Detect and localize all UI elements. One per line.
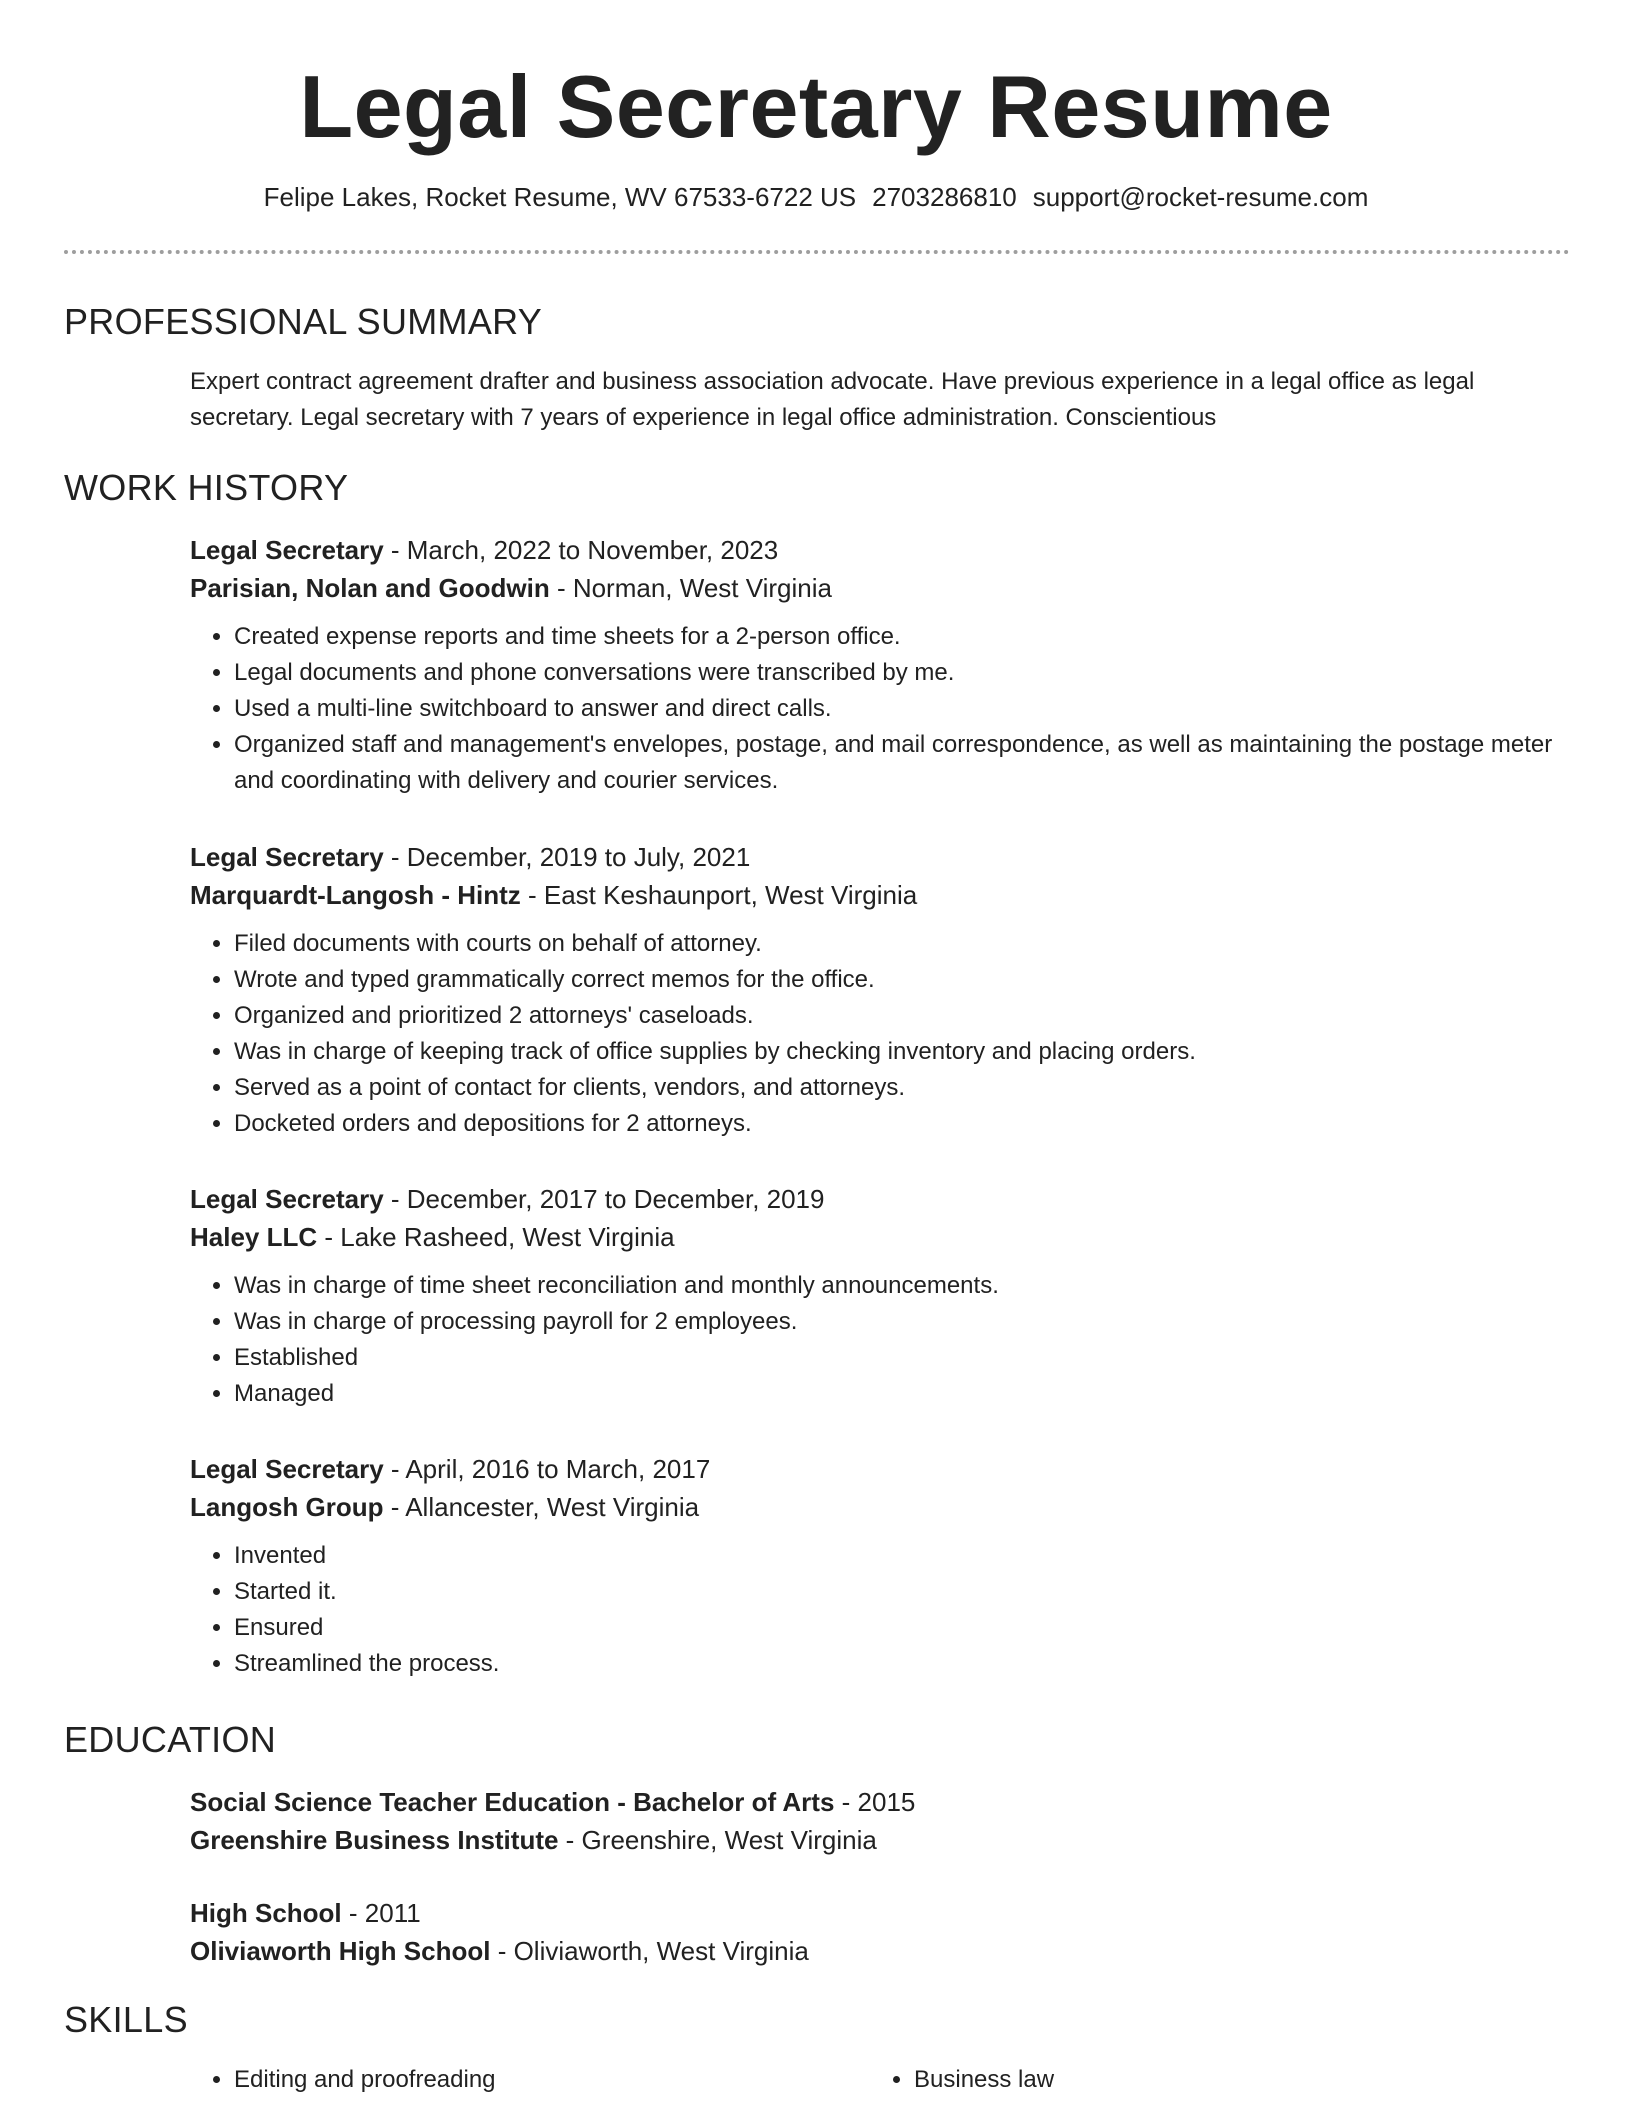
list-item: • Streamlined the process. [234, 1646, 1560, 1682]
list-item: • Created expense reports and time sheets for a 2-person office. [234, 619, 1560, 655]
skills-column-left [190, 2062, 496, 2098]
education-location: - Oliviaworth, West Virginia [490, 1936, 809, 1966]
job-company: Langosh Group [190, 1492, 384, 1522]
education-school: Oliviaworth High School [190, 1936, 491, 1966]
education-entry [190, 1894, 1560, 1970]
education-degree-line [190, 1783, 1560, 1821]
job-title-line [190, 531, 1560, 569]
list-item: • Was in charge of time sheet reconciliation and monthly announcements. [234, 1268, 1560, 1304]
job-company: Parisian, Nolan and Goodwin [190, 573, 550, 603]
list-item: • Established [234, 1340, 1560, 1376]
job-company-line [190, 569, 1560, 607]
list-item: • Invented [234, 1538, 1560, 1574]
job-bullets [190, 926, 1560, 1142]
list-item: • Organized staff and management's envelopes, postage, and mail correspondence, as well as maintaining the postage meter and coordinating with delivery and courier services. [234, 727, 1560, 799]
job-bullets [190, 1268, 1560, 1412]
job-title-line [190, 1450, 1560, 1488]
job-location: - East Keshaunport, West Virginia [520, 880, 918, 910]
list-item: • Was in charge of keeping track of office supplies by checking inventory and placing orders. [234, 1034, 1560, 1070]
job-title: Legal Secretary [190, 1454, 384, 1484]
list-item: • Managed [234, 1376, 1560, 1412]
job-location: - Lake Rasheed, West Virginia [317, 1222, 675, 1252]
job-company: Haley LLC [190, 1222, 318, 1252]
job-company: Marquardt-Langosh - Hintz [190, 880, 521, 910]
header-divider [64, 250, 1570, 254]
section-heading-education: EDUCATION [64, 1719, 277, 1760]
education-school-line [190, 1821, 1560, 1859]
list-item: • Organized and prioritized 2 attorneys' caseloads. [234, 998, 1560, 1034]
skills-column-right [870, 2062, 1054, 2098]
education-school-line [190, 1932, 1560, 1970]
summary-text: Expert contract agreement drafter and business association advocate. Have previous experience in a legal office as legal secretary. Legal secretary with 7 years of experience in legal office administration. Conscientious [190, 368, 1475, 431]
job-dates: - April, 2016 to March, 2017 [383, 1454, 711, 1484]
job-dates: - December, 2019 to July, 2021 [383, 842, 751, 872]
list-item: • Legal documents and phone conversations were transcribed by me. [234, 655, 1560, 691]
education-degree: High School [190, 1898, 342, 1928]
job-bullets [190, 1538, 1560, 1682]
job-title-line [190, 838, 1560, 876]
education-degree: Social Science Teacher Education - Bachelor of Arts [190, 1787, 835, 1817]
page-title: Legal Secretary Resume [299, 57, 1333, 156]
job-entry [190, 1450, 1560, 1682]
job-dates: - March, 2022 to November, 2023 [383, 535, 779, 565]
job-company-line [190, 1488, 1560, 1526]
education-school: Greenshire Business Institute [190, 1825, 559, 1855]
job-location: - Norman, West Virginia [549, 573, 832, 603]
education-year: - 2015 [834, 1787, 916, 1817]
list-item: • Business law [914, 2062, 1054, 2098]
contact-email: support@rocket-resume.com [1032, 182, 1369, 212]
job-entry [190, 838, 1560, 1142]
education-location: - Greenshire, West Virginia [558, 1825, 877, 1855]
job-title: Legal Secretary [190, 842, 384, 872]
job-dates: - December, 2017 to December, 2019 [383, 1184, 825, 1214]
contact-address: Felipe Lakes, Rocket Resume, WV 67533-6722 US [263, 182, 857, 212]
job-company-line [190, 876, 1560, 914]
job-entry [190, 1180, 1560, 1412]
list-item: • Docketed orders and depositions for 2 attorneys. [234, 1106, 1560, 1142]
job-location: - Allancester, West Virginia [383, 1492, 700, 1522]
job-entry [190, 531, 1560, 799]
job-title: Legal Secretary [190, 535, 384, 565]
list-item: • Served as a point of contact for clients, vendors, and attorneys. [234, 1070, 1560, 1106]
list-item: • Used a multi-line switchboard to answer and direct calls. [234, 691, 1560, 727]
list-item: • Ensured [234, 1610, 1560, 1646]
education-year: - 2011 [341, 1898, 421, 1928]
job-bullets [190, 619, 1560, 799]
section-heading-work: WORK HISTORY [64, 467, 349, 508]
education-entry [190, 1783, 1560, 1859]
list-item: • Filed documents with courts on behalf of attorney. [234, 926, 1560, 962]
job-title-line [190, 1180, 1560, 1218]
list-item: • Started it. [234, 1574, 1560, 1610]
job-title: Legal Secretary [190, 1184, 384, 1214]
contact-line [0, 180, 1632, 214]
list-item: • Wrote and typed grammatically correct memos for the office. [234, 962, 1560, 998]
section-heading-skills: SKILLS [64, 1999, 188, 2040]
list-item: • Editing and proofreading [234, 2062, 496, 2098]
list-item: • Was in charge of processing payroll for 2 employees. [234, 1304, 1560, 1340]
section-heading-summary: PROFESSIONAL SUMMARY [64, 301, 543, 342]
education-degree-line [190, 1894, 1560, 1932]
contact-phone: 2703286810 [872, 182, 1017, 212]
job-company-line [190, 1218, 1560, 1256]
